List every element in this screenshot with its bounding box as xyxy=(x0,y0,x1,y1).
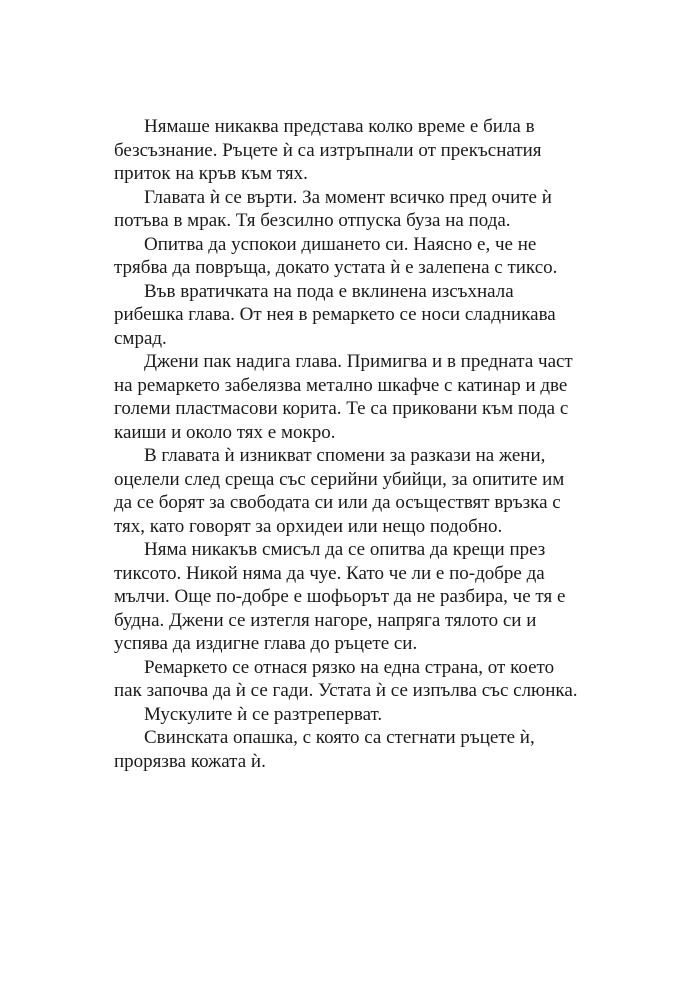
paragraph-6: В главата ѝ изникват спомени за разкази на жени, оцелели след среща със серийни убийци, за опитите им да се борят за свободата си или да осъществят връзка с тях, като говорят за орхидеи или нещо подобно. xyxy=(114,445,565,537)
paragraph-1: Нямаше никаква представа колко време е била в безсъзнание. Ръцете ѝ са изтръпнали от прекъснатия приток на кръв към тях. xyxy=(114,116,542,184)
paragraph-2: Главата ѝ се върти. За момент всичко пред очите ѝ потъва в мрак. Тя безсилно отпуска буза на пода. xyxy=(114,186,552,231)
paragraph-3: Опитва да успокои дишането си. Наясно е, че не трябва да повръща, докато устата ѝ е залепена с тиксо. xyxy=(114,233,558,278)
paragraph-10: Свинската опашка, с която са стегнати ръцете ѝ, прорязва кожата ѝ. xyxy=(114,727,535,772)
paragraph-7: Няма никакъв смисъл да се опитва да крещи през тиксото. Никой няма да чуе. Като че ли е по-добре да мълчи. Още по-добре е шофьорът да не разбира, че тя е будна. Джени се изтегля нагоре, напряга тялото си и успява да издигне глава до ръцете си. xyxy=(114,539,566,654)
body-text xyxy=(114,115,586,773)
paragraph-4: Във вратичката на пода е вклинена изсъхнала рибешка глава. От нея в ремаркето се носи сладникава смрад. xyxy=(114,280,556,349)
paragraph-8: Ремаркето се отнася рязко на една страна, от което пак започва да ѝ се гади. Устата ѝ се изпълва със слюнка. xyxy=(114,656,578,701)
paragraph-9: Мускулите ѝ се разтреперват. xyxy=(144,703,383,725)
paragraph-5: Джени пак надига глава. Примигва и в предната част на ремаркето забелязва метално шкафче с катинар и две големи пластмасови корита. Те са приковани към пода с каиши и около тях е мокро. xyxy=(114,351,573,443)
